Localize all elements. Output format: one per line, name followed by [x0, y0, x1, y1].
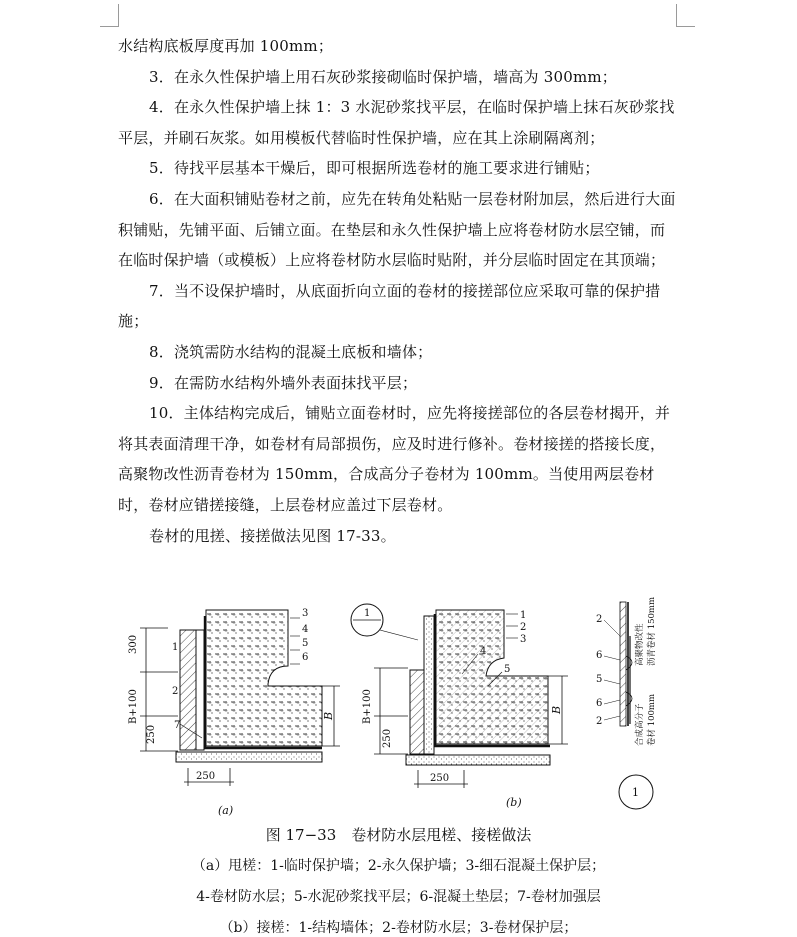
- paragraph-continuation: 水结构底板厚度再加 100mm；: [118, 37, 334, 55]
- body-text: [118, 31, 678, 551]
- paragraph-step-9: 9．在需防水结构外墙外表面抹找平层；: [149, 373, 418, 392]
- top-left-margin-mark: [100, 4, 119, 27]
- paragraph-step-4: 4．在永久性保护墙上抹 1：3 水泥砂浆找平层，在临时保护墙上抹石灰砂浆找平层，并刷石灰浆。如用模板代替临时性保护墙，应在其上涂刷隔离剂；: [118, 98, 675, 147]
- panel-b-callout-5: 5: [504, 664, 511, 675]
- panel-a-dim-b100: B+100: [128, 689, 139, 724]
- detail-callout-6-top: 6: [596, 650, 603, 661]
- panel-a-label: (a): [218, 804, 234, 817]
- detail-marker: 1: [632, 786, 639, 799]
- panel-a-callout-4: 4: [302, 624, 309, 635]
- paragraph-step-6: 6．在大面积铺贴卷材之前，应先在转角处粘贴一层卷材附加层，然后进行大面积铺贴，先铺平面、后铺立面。在垫层和永久性保护墙上应将卷材防水层空铺，而在临时保护墙（或模板）上应将卷材防水层临时贴附，并分层临时固定在其顶端；: [118, 189, 676, 270]
- panel-a-callout-3: 3: [302, 608, 309, 619]
- panel-a-callout-6: 6: [302, 652, 309, 663]
- panel-b-callout-4: 4: [480, 646, 487, 657]
- panel-b-label: (b): [506, 796, 522, 809]
- detail-text-upper-1: 高聚物改性: [635, 623, 645, 666]
- panel-a-drawing: [128, 608, 340, 817]
- panel-b-dim-250-horizontal: 250: [430, 773, 450, 784]
- panel-a-dim-b: B: [322, 711, 335, 720]
- detail-callout-5: 5: [596, 674, 603, 685]
- panel-b-drawing: [351, 604, 568, 809]
- detail-text-lower-1: 合成高分子: [635, 703, 645, 746]
- panel-b-dim-b: B: [550, 705, 563, 714]
- panel-a-dim-300: 300: [128, 634, 139, 654]
- panel-a-callout-7: 7: [174, 720, 181, 731]
- figure-title: 图 17−33 卷材防水层甩槎、接槎做法: [265, 826, 532, 844]
- paragraph-step-10: 10．主体结构完成后，铺贴立面卷材时，应先将接搓部位的各层卷材揭开，并将其表面清理干净，如卷材有局部损伤，应及时进行修补。卷材接搓的搭接长度，高聚物改性沥青卷材为 150mm，合成高分子卷材为 100mm。当使用两层卷材时，卷材应错搓接缝，上层卷材应盖过下层卷材。: [118, 404, 671, 514]
- panel-b-callout-3: 3: [520, 634, 527, 645]
- panel-b-dim-250-vertical: 250: [382, 728, 393, 748]
- paragraph-step-7: 7．当不设保护墙时，从底面折向立面的卷材的接搓部位应采取可靠的保护措施；: [118, 281, 661, 331]
- panel-a-callout-5: 5: [302, 638, 309, 649]
- panel-b-callout-1: 1: [520, 610, 527, 621]
- panel-a-callout-2: 2: [172, 686, 179, 697]
- paragraph-figure-reference: 卷材的甩搓、接搓做法见图 17-33。: [149, 526, 396, 545]
- figure-caption-a-line1: （a）甩槎：1-临时保护墙；2-永久保护墙；3-细石混凝土保护层；: [191, 858, 606, 874]
- panel-b-callout-2: 2: [520, 622, 527, 633]
- detail-callout-2-bottom: 2: [596, 716, 603, 727]
- detail-1-drawing: [596, 597, 657, 809]
- panel-a-dim-250-horizontal: 250: [196, 771, 216, 782]
- figure-17-33-drawing: [118, 596, 678, 821]
- detail-callout-2-top: 2: [596, 614, 603, 625]
- top-right-margin-mark: [676, 4, 695, 27]
- panel-b-dim-b100: B+100: [362, 689, 373, 724]
- detail-text-lower-2: 卷材 100mm: [647, 693, 657, 746]
- detail-text-upper-2: 沥青卷材 150mm: [647, 596, 657, 666]
- figure-caption-a-line2: 4-卷材防水层；5-水泥砂浆找平层；6-混凝土垫层；7-卷材加强层: [196, 889, 601, 905]
- panel-a-dim-250-vertical: 250: [146, 724, 157, 744]
- panel-a-callout-1: 1: [172, 642, 179, 653]
- paragraph-step-8: 8．浇筑需防水结构的混凝土底板和墙体；: [149, 342, 433, 361]
- paragraph-step-5: 5．待找平层基本干燥后，即可根据所选卷材的施工要求进行铺贴；: [149, 159, 600, 178]
- figure-caption-b-line1: （b）接槎：1-结构墙体；2-卷材防水层；3-卷材保护层；: [219, 920, 578, 936]
- paragraph-step-3: 3．在永久性保护墙上用石灰砂浆接砌临时保护墙，墙高为 300mm；: [149, 67, 617, 86]
- detail-callout-6-bottom: 6: [596, 698, 603, 709]
- panel-b-detail-marker: 1: [364, 608, 371, 619]
